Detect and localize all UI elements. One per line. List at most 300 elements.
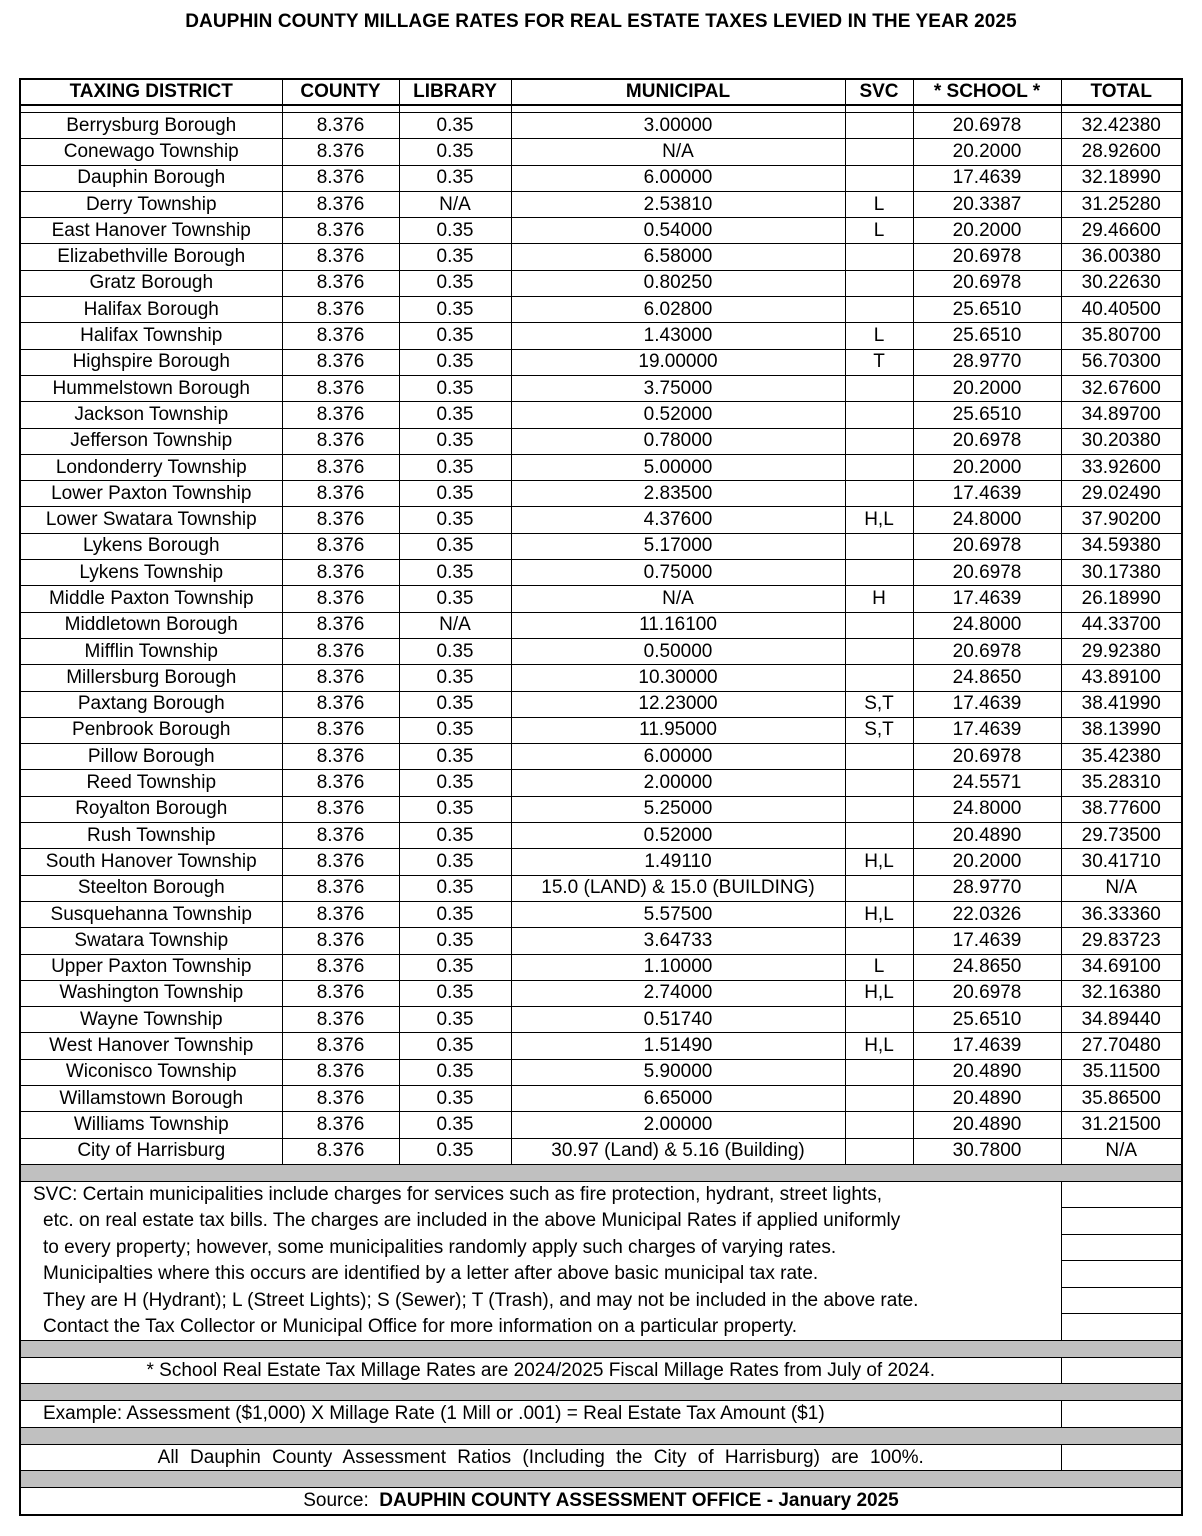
cell-school: 28.9770 <box>913 875 1061 901</box>
cell-svc: L <box>845 323 913 349</box>
cell-county: 8.376 <box>282 586 399 612</box>
cell-total: 38.41990 <box>1061 691 1182 717</box>
cell-county: 8.376 <box>282 454 399 480</box>
cell-district: Middle Paxton Township <box>20 586 282 612</box>
cell-school: 20.6978 <box>913 980 1061 1006</box>
cell-total: 38.13990 <box>1061 717 1182 743</box>
cell-municipal: 5.57500 <box>511 901 845 927</box>
table-row <box>20 165 1182 191</box>
table-row <box>20 1033 1182 1059</box>
cell-total: 35.28310 <box>1061 770 1182 796</box>
cell-school: 20.4890 <box>913 1085 1061 1111</box>
cell-district: Wayne Township <box>20 1007 282 1033</box>
cell-municipal: 0.51740 <box>511 1007 845 1033</box>
header-county: COUNTY <box>282 79 399 105</box>
cell-svc <box>845 796 913 822</box>
cell-svc <box>845 139 913 165</box>
cell-library: 0.35 <box>399 297 511 323</box>
cell-total: 40.40500 <box>1061 297 1182 323</box>
cell-school: 24.8000 <box>913 796 1061 822</box>
cell-county: 8.376 <box>282 507 399 533</box>
cell-district: Mifflin Township <box>20 638 282 664</box>
cell-svc: H <box>845 586 913 612</box>
svc-note-line: Municipalties where this occurs are identified by a letter after above basic municipal tax rate. <box>43 1263 819 1285</box>
cell-school: 17.4639 <box>913 481 1061 507</box>
cell-municipal: 5.00000 <box>511 454 845 480</box>
cell-total: 38.77600 <box>1061 796 1182 822</box>
cell-municipal: 0.80250 <box>511 270 845 296</box>
cell-library: 0.35 <box>399 1007 511 1033</box>
cell-school: 20.2000 <box>913 454 1061 480</box>
cell-total: 56.70300 <box>1061 349 1182 375</box>
table-row <box>20 770 1182 796</box>
table-row <box>20 586 1182 612</box>
cell-svc: S,T <box>845 691 913 717</box>
cell-district: Lower Paxton Township <box>20 481 282 507</box>
cell-library: 0.35 <box>399 481 511 507</box>
cell-school: 17.4639 <box>913 165 1061 191</box>
cell-total: 32.18990 <box>1061 165 1182 191</box>
cell-municipal: 2.53810 <box>511 191 845 217</box>
cell-municipal: 6.65000 <box>511 1085 845 1111</box>
cell-municipal: 6.02800 <box>511 297 845 323</box>
cell-district: Rush Township <box>20 823 282 849</box>
header-school: * SCHOOL * <box>913 79 1061 105</box>
cell-library: 0.35 <box>399 954 511 980</box>
cell-library: 0.35 <box>399 1138 511 1164</box>
svc-note-row <box>20 1261 1182 1288</box>
cell-district: Dauphin Borough <box>20 165 282 191</box>
school-note: * School Real Estate Tax Millage Rates are 2024/2025 Fiscal Millage Rates from July of 2024. <box>20 1357 1061 1384</box>
cell-library: 0.35 <box>399 244 511 270</box>
cell-total: 32.16380 <box>1061 980 1182 1006</box>
cell-county: 8.376 <box>282 901 399 927</box>
spacer-row <box>20 105 1182 113</box>
cell-county: 8.376 <box>282 744 399 770</box>
cell-school: 20.2000 <box>913 139 1061 165</box>
assessment-note-row <box>20 1444 1182 1471</box>
cell-school: 20.2000 <box>913 849 1061 875</box>
header-municipal: MUNICIPAL <box>511 79 845 105</box>
cell-library: 0.35 <box>399 1033 511 1059</box>
cell-county: 8.376 <box>282 165 399 191</box>
cell-county: 8.376 <box>282 402 399 428</box>
table-row <box>20 612 1182 638</box>
page-title: DAUPHIN COUNTY MILLAGE RATES FOR REAL ESTATE TAXES LEVIED IN THE YEAR 2025 <box>185 11 1017 32</box>
cell-district: Lower Swatara Township <box>20 507 282 533</box>
source-prefix: Source: <box>303 1490 369 1512</box>
cell-library: 0.35 <box>399 770 511 796</box>
cell-svc <box>845 270 913 296</box>
cell-county: 8.376 <box>282 533 399 559</box>
table-row <box>20 507 1182 533</box>
svc-note-row <box>20 1234 1182 1261</box>
cell-district: Wiconisco Township <box>20 1059 282 1085</box>
cell-municipal: 11.16100 <box>511 612 845 638</box>
cell-school: 20.6978 <box>913 638 1061 664</box>
cell-school: 24.5571 <box>913 770 1061 796</box>
table-row <box>20 297 1182 323</box>
cell-svc <box>845 1138 913 1164</box>
cell-school: 20.6978 <box>913 244 1061 270</box>
cell-total: 33.92600 <box>1061 454 1182 480</box>
cell-school: 25.6510 <box>913 1007 1061 1033</box>
cell-library: 0.35 <box>399 1059 511 1085</box>
cell-total: 30.41710 <box>1061 849 1182 875</box>
cell-total: 43.89100 <box>1061 665 1182 691</box>
cell-svc: H,L <box>845 980 913 1006</box>
cell-municipal: 0.52000 <box>511 823 845 849</box>
cell-district: Jackson Township <box>20 402 282 428</box>
svc-note-line: Contact the Tax Collector or Municipal Office for more information on a particular property. <box>20 1314 1061 1341</box>
cell-svc <box>845 744 913 770</box>
cell-municipal: 10.30000 <box>511 665 845 691</box>
cell-district: West Hanover Township <box>20 1033 282 1059</box>
cell-svc <box>845 428 913 454</box>
cell-svc <box>845 402 913 428</box>
table-row <box>20 454 1182 480</box>
cell-total: 29.92380 <box>1061 638 1182 664</box>
table-row <box>20 638 1182 664</box>
cell-municipal: 15.0 (LAND) & 15.0 (BUILDING) <box>511 875 845 901</box>
cell-municipal: 5.25000 <box>511 796 845 822</box>
cell-total: 35.42380 <box>1061 744 1182 770</box>
cell-school: 24.8000 <box>913 507 1061 533</box>
cell-county: 8.376 <box>282 875 399 901</box>
svc-note-row <box>20 1181 1182 1208</box>
cell-school: 24.8650 <box>913 954 1061 980</box>
cell-library: 0.35 <box>399 980 511 1006</box>
cell-district: Steelton Borough <box>20 875 282 901</box>
cell-municipal: 1.49110 <box>511 849 845 875</box>
cell-svc <box>845 875 913 901</box>
cell-county: 8.376 <box>282 428 399 454</box>
cell-library: 0.35 <box>399 665 511 691</box>
cell-district: Lykens Township <box>20 560 282 586</box>
cell-district: Elizabethville Borough <box>20 244 282 270</box>
table-row <box>20 901 1182 927</box>
cell-municipal: N/A <box>511 139 845 165</box>
cell-svc <box>845 612 913 638</box>
table-row <box>20 1007 1182 1033</box>
cell-svc <box>845 454 913 480</box>
table-row <box>20 717 1182 743</box>
cell-district: Reed Township <box>20 770 282 796</box>
cell-district: Pillow Borough <box>20 744 282 770</box>
cell-total: 27.70480 <box>1061 1033 1182 1059</box>
source-office: DAUPHIN COUNTY ASSESSMENT OFFICE - January 2025 <box>379 1490 899 1512</box>
cell-svc <box>845 1059 913 1085</box>
cell-library: 0.35 <box>399 428 511 454</box>
cell-municipal: 0.54000 <box>511 218 845 244</box>
cell-county: 8.376 <box>282 665 399 691</box>
table-row <box>20 349 1182 375</box>
svc-note-row <box>20 1314 1182 1341</box>
cell-library: 0.35 <box>399 165 511 191</box>
cell-county: 8.376 <box>282 638 399 664</box>
cell-total: 36.00380 <box>1061 244 1182 270</box>
gray-separator <box>20 1164 1182 1181</box>
svc-note-line: etc. on real estate tax bills. The charges are included in the above Municipal Rates if applied uniformly <box>43 1210 901 1232</box>
cell-county: 8.376 <box>282 823 399 849</box>
cell-county: 8.376 <box>282 691 399 717</box>
cell-municipal: 3.75000 <box>511 375 845 401</box>
cell-county: 8.376 <box>282 375 399 401</box>
header-library: LIBRARY <box>399 79 511 105</box>
table-row <box>20 402 1182 428</box>
cell-total: 32.42380 <box>1061 113 1182 139</box>
table-row <box>20 481 1182 507</box>
table-row <box>20 665 1182 691</box>
table-row <box>20 1112 1182 1138</box>
cell-svc: L <box>845 954 913 980</box>
gray-separator <box>20 1427 1182 1444</box>
cell-svc: H,L <box>845 849 913 875</box>
cell-library: 0.35 <box>399 928 511 954</box>
cell-municipal: 3.00000 <box>511 113 845 139</box>
cell-county: 8.376 <box>282 1033 399 1059</box>
cell-county: 8.376 <box>282 717 399 743</box>
cell-total: 30.17380 <box>1061 560 1182 586</box>
cell-district: Millersburg Borough <box>20 665 282 691</box>
cell-school: 20.6978 <box>913 744 1061 770</box>
cell-district: Washington Township <box>20 980 282 1006</box>
cell-municipal: 5.90000 <box>511 1059 845 1085</box>
cell-municipal: 4.37600 <box>511 507 845 533</box>
cell-total: 29.46600 <box>1061 218 1182 244</box>
cell-district: Londonderry Township <box>20 454 282 480</box>
cell-school: 20.2000 <box>913 375 1061 401</box>
cell-school: 20.6978 <box>913 113 1061 139</box>
cell-library: 0.35 <box>399 901 511 927</box>
table-row <box>20 191 1182 217</box>
cell-svc <box>845 533 913 559</box>
assessment-note: All Dauphin County Assessment Ratios (Including the City of Harrisburg) are 100%. <box>20 1444 1061 1471</box>
cell-svc <box>845 560 913 586</box>
cell-county: 8.376 <box>282 139 399 165</box>
cell-total: 29.73500 <box>1061 823 1182 849</box>
cell-svc <box>845 1085 913 1111</box>
cell-municipal: 12.23000 <box>511 691 845 717</box>
cell-district: Paxtang Borough <box>20 691 282 717</box>
cell-svc <box>845 665 913 691</box>
cell-total: 35.11500 <box>1061 1059 1182 1085</box>
cell-county: 8.376 <box>282 349 399 375</box>
cell-total: 30.20380 <box>1061 428 1182 454</box>
table-row <box>20 244 1182 270</box>
table-row <box>20 270 1182 296</box>
cell-school: 20.6978 <box>913 270 1061 296</box>
cell-municipal: 0.78000 <box>511 428 845 454</box>
cell-district: Highspire Borough <box>20 349 282 375</box>
cell-total: 30.22630 <box>1061 270 1182 296</box>
cell-county: 8.376 <box>282 244 399 270</box>
source-row <box>20 1488 1182 1515</box>
cell-total: 28.92600 <box>1061 139 1182 165</box>
cell-library: 0.35 <box>399 717 511 743</box>
cell-total: 35.80700 <box>1061 323 1182 349</box>
cell-total: 34.89700 <box>1061 402 1182 428</box>
cell-district: City of Harrisburg <box>20 1138 282 1164</box>
cell-svc: H,L <box>845 507 913 533</box>
rates-body <box>20 105 1182 1164</box>
svc-note-line: to every property; however, some municipalities randomly apply such charges of varying rates. <box>43 1236 837 1258</box>
cell-library: 0.35 <box>399 823 511 849</box>
cell-county: 8.376 <box>282 1085 399 1111</box>
cell-district: Derry Township <box>20 191 282 217</box>
table-row <box>20 823 1182 849</box>
cell-county: 8.376 <box>282 796 399 822</box>
cell-library: 0.35 <box>399 638 511 664</box>
cell-svc <box>845 823 913 849</box>
table-row <box>20 849 1182 875</box>
cell-county: 8.376 <box>282 612 399 638</box>
cell-total: 26.18990 <box>1061 586 1182 612</box>
cell-district: Gratz Borough <box>20 270 282 296</box>
cell-county: 8.376 <box>282 770 399 796</box>
cell-school: 20.6978 <box>913 560 1061 586</box>
cell-district: Jefferson Township <box>20 428 282 454</box>
table-row <box>20 533 1182 559</box>
cell-municipal: 6.00000 <box>511 744 845 770</box>
cell-county: 8.376 <box>282 1112 399 1138</box>
cell-total: 29.83723 <box>1061 928 1182 954</box>
cell-district: Penbrook Borough <box>20 717 282 743</box>
cell-district: Middletown Borough <box>20 612 282 638</box>
cell-municipal: 30.97 (Land) & 5.16 (Building) <box>511 1138 845 1164</box>
gray-separator <box>20 1471 1182 1488</box>
cell-svc <box>845 113 913 139</box>
table-row <box>20 744 1182 770</box>
cell-municipal: 2.00000 <box>511 1112 845 1138</box>
example-note: Example: Assessment ($1,000) X Millage Rate (1 Mill or .001) = Real Estate Tax Amount ($1) <box>20 1401 1061 1428</box>
cell-municipal: 0.50000 <box>511 638 845 664</box>
cell-library: 0.35 <box>399 454 511 480</box>
table-row <box>20 323 1182 349</box>
cell-county: 8.376 <box>282 191 399 217</box>
header-total: TOTAL <box>1061 79 1182 105</box>
cell-library: 0.35 <box>399 560 511 586</box>
cell-svc: T <box>845 349 913 375</box>
cell-library: 0.35 <box>399 113 511 139</box>
cell-school: 17.4639 <box>913 691 1061 717</box>
cell-library: N/A <box>399 612 511 638</box>
cell-library: 0.35 <box>399 375 511 401</box>
cell-school: 17.4639 <box>913 717 1061 743</box>
cell-county: 8.376 <box>282 1007 399 1033</box>
cell-county: 8.376 <box>282 323 399 349</box>
cell-svc <box>845 1112 913 1138</box>
cell-svc: H,L <box>845 1033 913 1059</box>
cell-svc: L <box>845 218 913 244</box>
cell-total: 37.90200 <box>1061 507 1182 533</box>
cell-district: Upper Paxton Township <box>20 954 282 980</box>
notes-section <box>20 1164 1182 1515</box>
cell-total: 44.33700 <box>1061 612 1182 638</box>
cell-district: Hummelstown Borough <box>20 375 282 401</box>
cell-library: 0.35 <box>399 218 511 244</box>
cell-total: 35.86500 <box>1061 1085 1182 1111</box>
cell-library: 0.35 <box>399 1112 511 1138</box>
cell-school: 25.6510 <box>913 402 1061 428</box>
cell-municipal: 11.95000 <box>511 717 845 743</box>
cell-county: 8.376 <box>282 297 399 323</box>
cell-county: 8.376 <box>282 1138 399 1164</box>
cell-district: Royalton Borough <box>20 796 282 822</box>
cell-library: 0.35 <box>399 586 511 612</box>
cell-library: N/A <box>399 191 511 217</box>
header-row <box>20 79 1182 105</box>
cell-district: Willamstown Borough <box>20 1085 282 1111</box>
cell-municipal: 1.10000 <box>511 954 845 980</box>
table-row <box>20 796 1182 822</box>
table-row <box>20 980 1182 1006</box>
cell-total: 29.02490 <box>1061 481 1182 507</box>
cell-library: 0.35 <box>399 1085 511 1111</box>
cell-district: Williams Township <box>20 1112 282 1138</box>
table-row <box>20 560 1182 586</box>
cell-school: 20.3387 <box>913 191 1061 217</box>
cell-library: 0.35 <box>399 849 511 875</box>
cell-svc <box>845 1007 913 1033</box>
cell-school: 25.6510 <box>913 297 1061 323</box>
svc-note-line: They are H (Hydrant); L (Street Lights); S (Sewer); T (Trash), and may not be included in the above rate. <box>43 1289 919 1311</box>
cell-total: 31.21500 <box>1061 1112 1182 1138</box>
cell-municipal: 1.51490 <box>511 1033 845 1059</box>
cell-school: 30.7800 <box>913 1138 1061 1164</box>
cell-school: 20.4890 <box>913 1059 1061 1085</box>
cell-municipal: 6.00000 <box>511 165 845 191</box>
cell-municipal: 0.75000 <box>511 560 845 586</box>
cell-svc <box>845 375 913 401</box>
cell-svc <box>845 481 913 507</box>
table-row <box>20 428 1182 454</box>
header-taxing-district: TAXING DISTRICT <box>20 79 282 105</box>
cell-library: 0.35 <box>399 875 511 901</box>
cell-school: 20.6978 <box>913 533 1061 559</box>
cell-svc: S,T <box>845 717 913 743</box>
cell-county: 8.376 <box>282 560 399 586</box>
cell-county: 8.376 <box>282 928 399 954</box>
cell-school: 20.2000 <box>913 218 1061 244</box>
cell-library: 0.35 <box>399 691 511 717</box>
cell-school: 28.9770 <box>913 349 1061 375</box>
cell-school: 20.6978 <box>913 428 1061 454</box>
table-row <box>20 1059 1182 1085</box>
table-row <box>20 875 1182 901</box>
cell-municipal: 0.52000 <box>511 402 845 428</box>
cell-district: South Hanover Township <box>20 849 282 875</box>
table-row <box>20 218 1182 244</box>
cell-svc <box>845 928 913 954</box>
table-row <box>20 954 1182 980</box>
cell-total: 31.25280 <box>1061 191 1182 217</box>
svc-note-row <box>20 1208 1182 1235</box>
cell-library: 0.35 <box>399 139 511 165</box>
cell-municipal: 19.00000 <box>511 349 845 375</box>
cell-county: 8.376 <box>282 481 399 507</box>
cell-municipal: N/A <box>511 586 845 612</box>
header-svc: SVC <box>845 79 913 105</box>
table-row <box>20 691 1182 717</box>
cell-municipal: 1.43000 <box>511 323 845 349</box>
cell-total: 34.89440 <box>1061 1007 1182 1033</box>
example-note-row <box>20 1401 1182 1428</box>
cell-school: 25.6510 <box>913 323 1061 349</box>
cell-district: Halifax Township <box>20 323 282 349</box>
cell-county: 8.376 <box>282 849 399 875</box>
source-note <box>20 1488 1182 1515</box>
